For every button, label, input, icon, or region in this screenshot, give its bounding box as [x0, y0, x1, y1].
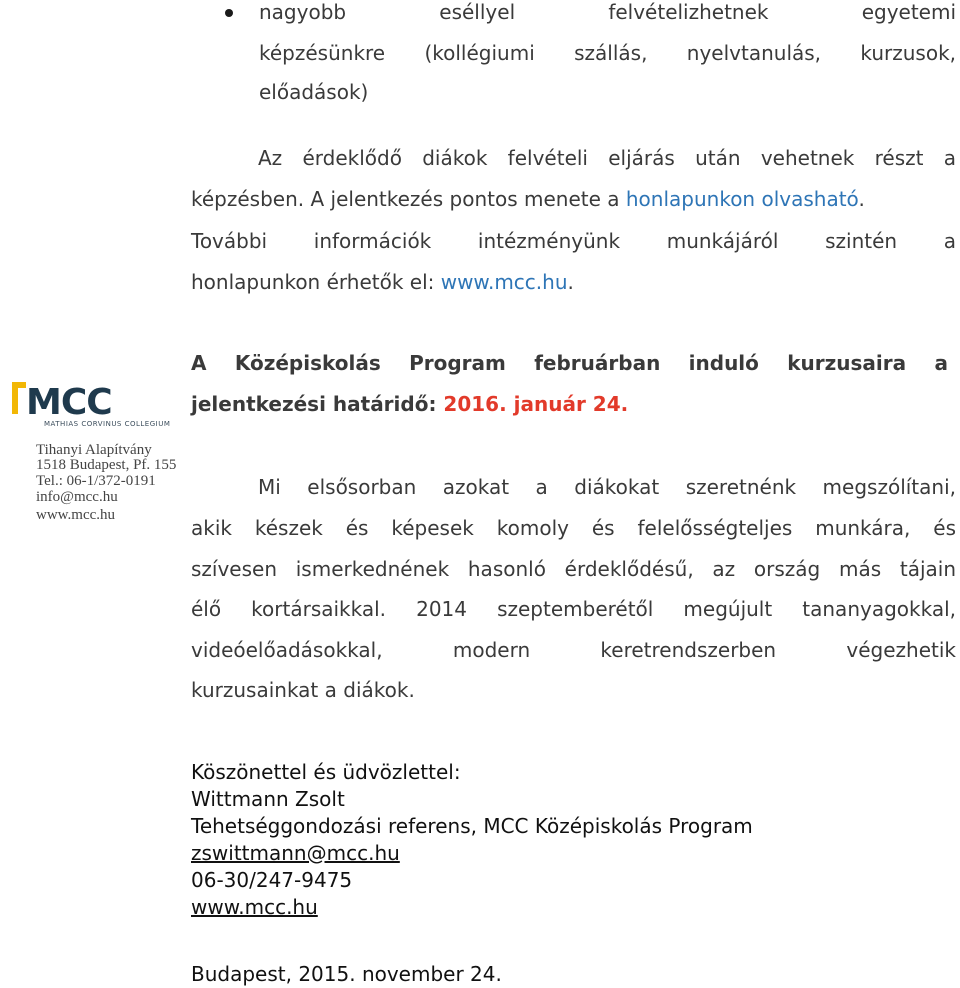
- deadline-line-2: [191, 392, 628, 416]
- word: szállás,: [574, 41, 648, 65]
- address-line-1: Tihanyi Alapítvány: [36, 442, 152, 458]
- para1-line-1: Az érdeklődő diákok felvételi eljárás után vehetnek részt a: [258, 146, 956, 170]
- deadline-line-1: A Középiskolás Program februárban induló kurzusaira a: [191, 351, 948, 375]
- address-line-3: Tel.: 06-1/372-0191: [36, 473, 156, 489]
- text: .: [567, 270, 574, 294]
- para1-line-3: További információk intézményünk munkájáról szintén a: [191, 229, 956, 253]
- logo-text: MCC: [26, 382, 112, 423]
- para2-line-6: kurzusainkat a diákok.: [191, 678, 415, 702]
- bullet-line-3: előadások): [259, 80, 369, 104]
- logo-bracket-icon: [12, 382, 26, 414]
- greeting: Köszönettel és üdvözlettel:: [191, 760, 461, 784]
- bullet-line-1: [259, 0, 956, 24]
- bullet-dot: [225, 9, 233, 17]
- signer-name: Wittmann Zsolt: [191, 787, 345, 811]
- address-line-5: www.mcc.hu: [36, 507, 116, 523]
- address-line-2: 1518 Budapest, Pf. 155: [36, 457, 177, 473]
- deadline-date: 2016. január 24.: [443, 392, 629, 416]
- word: eséllyel: [439, 0, 516, 24]
- word: egyetemi: [861, 0, 957, 24]
- text: honlapunkon érhetők el:: [191, 270, 441, 294]
- text: képzésben. A jelentkezés pontos menete a: [191, 187, 626, 211]
- para2-line-1: Mi elsősorban azokat a diákokat szeretnénk megszólítani,: [258, 475, 956, 499]
- bullet-line-2: [259, 41, 956, 65]
- para1-line-2: [191, 187, 865, 211]
- para1-line-4: [191, 270, 574, 294]
- para2-line-2: akik készek és képesek komoly és felelősségteljes munkára, és: [191, 516, 956, 540]
- word: nyelvtanulás,: [686, 41, 822, 65]
- signer-role: Tehetséggondozási referens, MCC Középiskolás Program: [191, 814, 753, 838]
- text: .: [858, 187, 865, 211]
- email-link[interactable]: zswittmann@mcc.hu: [191, 841, 400, 865]
- word: képzésünkre: [259, 41, 386, 65]
- phone-number: 06-30/247-9475: [191, 868, 353, 892]
- word: (kollégiumi: [424, 41, 535, 65]
- word: felvételizhetnek: [608, 0, 769, 24]
- para2-line-5: videóelőadásokkal, modern keretrendszerben végezhetik: [191, 638, 956, 662]
- honlapunkon-link[interactable]: honlapunkon olvasható: [625, 187, 859, 211]
- word: kurzusok,: [860, 41, 957, 65]
- address-line-4: info@mcc.hu: [36, 489, 118, 505]
- para2-line-3: szívesen ismerkednének hasonló érdeklődésű, az ország más tájain: [191, 557, 956, 581]
- mcc-website-link[interactable]: www.mcc.hu: [440, 270, 568, 294]
- website-link[interactable]: www.mcc.hu: [191, 895, 318, 919]
- text: jelentkezési határidő:: [191, 392, 444, 416]
- place-date: Budapest, 2015. november 24.: [191, 962, 502, 986]
- para2-line-4: élő kortársaikkal. 2014 szeptemberétől megújult tananyagokkal,: [191, 597, 956, 621]
- word: nagyobb: [259, 0, 347, 24]
- logo-subtitle: MATHIAS CORVINUS COLLEGIUM: [44, 420, 171, 428]
